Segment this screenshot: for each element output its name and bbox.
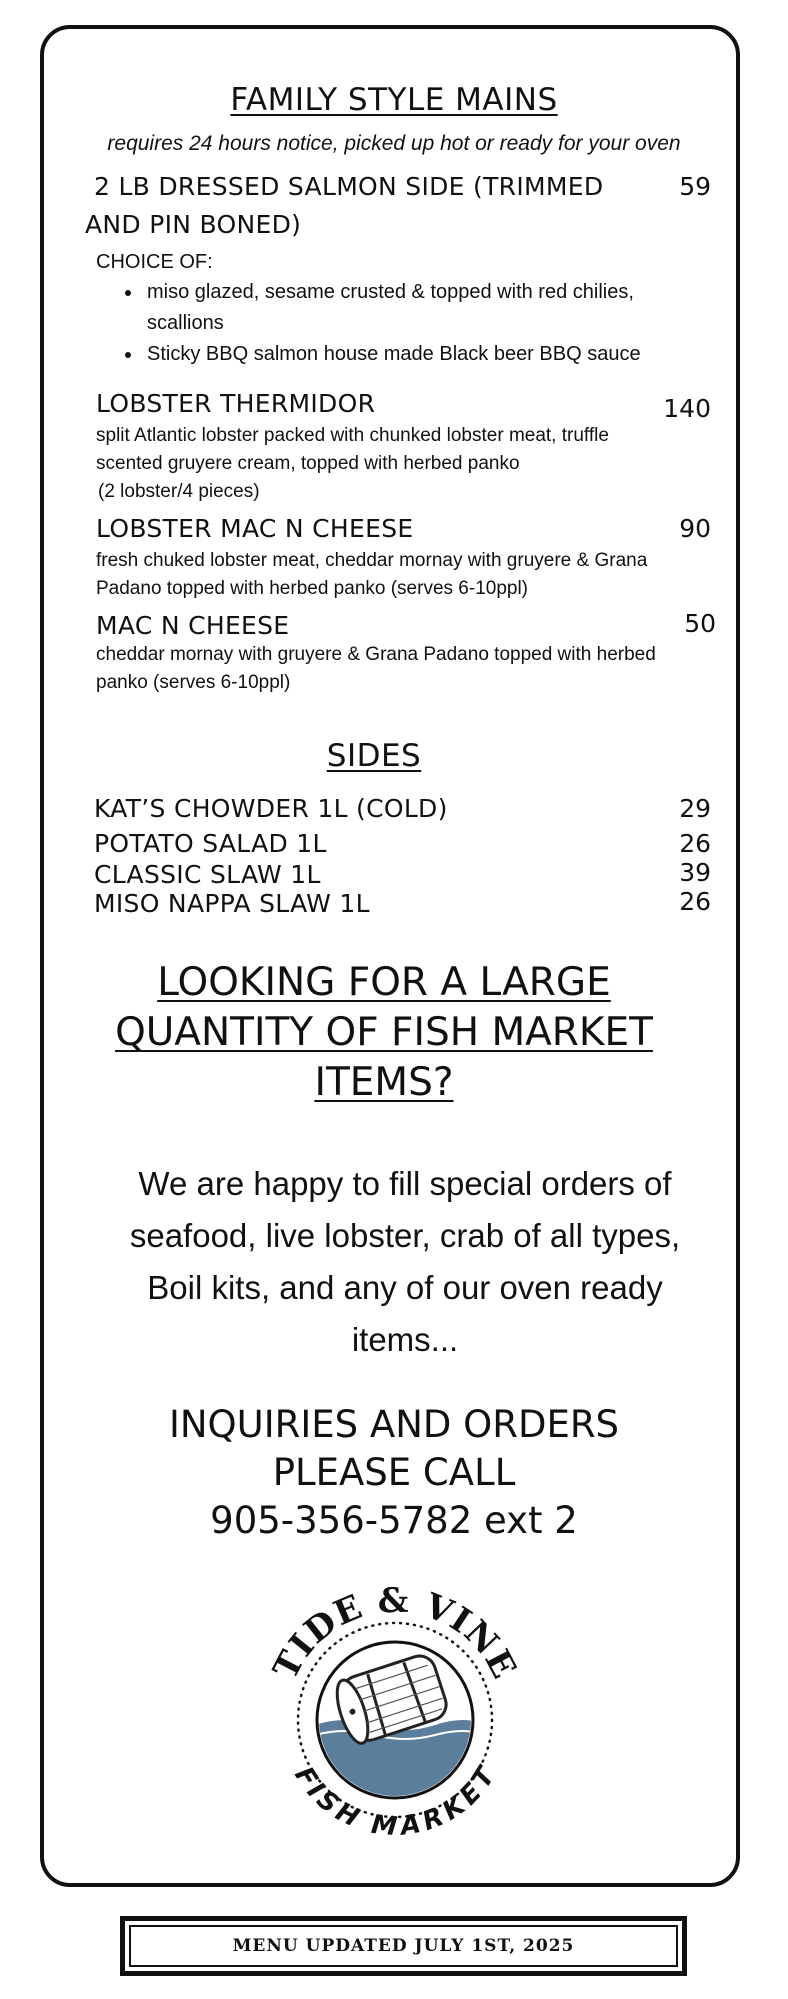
mac-desc-line2: panko (serves 6-10ppl) — [96, 672, 291, 693]
cta-body-line1: We are happy to fill special orders of — [138, 1165, 672, 1202]
cta-heading-line3: ITEMS? — [314, 1060, 454, 1105]
salmon-name-line1: 2 LB DRESSED SALMON SIDE (TRIMMED — [94, 172, 604, 201]
cta-body-line3: Boil kits, and any of our oven ready — [147, 1269, 663, 1306]
side-price: 29 — [679, 794, 711, 823]
lobster-mac-name: LOBSTER MAC N CHEESE — [96, 514, 414, 543]
salmon-options-list — [98, 277, 683, 370]
mac-price: 50 — [684, 609, 716, 638]
thermidor-desc-line3: (2 lobster/4 pieces) — [98, 481, 260, 502]
salmon-choice-label: CHOICE OF: — [96, 251, 213, 273]
tide-and-vine-logo — [265, 1585, 525, 1845]
contact-line1: INQUIRIES AND ORDERS — [168, 1403, 620, 1446]
sides-title: SIDES — [326, 738, 422, 774]
lobster-mac-desc-line2: Padano topped with herbed panko (serves 6-10ppl) — [96, 578, 529, 599]
salmon-option: • Sticky BBQ salmon house made Black beer BBQ sauce — [143, 339, 683, 370]
cta-heading-line2: QUANTITY OF FISH MARKET — [115, 1010, 653, 1055]
lobster-mac-desc-line1: fresh chuked lobster meat, cheddar mornay with gruyere & Grana — [96, 550, 648, 571]
cta-body-line2: seafood, live lobster, crab of all types, — [129, 1217, 681, 1254]
mac-desc-line1: cheddar mornay with gruyere & Grana Padano topped with herbed — [96, 644, 656, 665]
cta-heading-line1: LOOKING FOR A LARGE — [157, 960, 611, 1005]
cta-body-line4: items... — [351, 1321, 459, 1358]
thermidor-price: 140 — [663, 394, 711, 423]
side-name: POTATO SALAD 1L — [94, 829, 327, 858]
thermidor-desc-line1: split Atlantic lobster packed with chunked lobster meat, truffle — [96, 425, 609, 446]
logo-bottom-text: FISH MARKET — [288, 1761, 502, 1843]
lobster-mac-price: 90 — [679, 514, 711, 543]
logo-top-text: TIDE & VINE — [265, 1585, 525, 1686]
menu-updated-text: MENU UPDATED JULY 1ST, 2025 — [129, 1925, 678, 1967]
side-name: CLASSIC SLAW 1L — [94, 860, 321, 889]
salmon-name-line2: AND PIN BONED) — [85, 210, 302, 239]
salmon-price: 59 — [679, 172, 711, 201]
mains-title: FAMILY STYLE MAINS — [230, 82, 558, 118]
side-price: 26 — [679, 887, 711, 916]
side-name: MISO NAPPA SLAW 1L — [94, 889, 370, 918]
contact-line2: PLEASE CALL — [272, 1451, 516, 1494]
phone-number: 905-356-5782 ext 2 — [210, 1499, 578, 1542]
salmon-option: • miso glazed, sesame crusted & topped with red chilies, scallions — [143, 277, 683, 339]
side-name: KAT’S CHOWDER 1L (COLD) — [94, 794, 448, 823]
side-price: 26 — [679, 829, 711, 858]
menu-updated-banner — [120, 1916, 687, 1976]
thermidor-name: LOBSTER THERMIDOR — [96, 389, 376, 418]
mac-name: MAC N CHEESE — [96, 611, 290, 640]
thermidor-desc-line2: scented gruyere cream, topped with herbed panko — [96, 453, 520, 474]
mains-subtitle: requires 24 hours notice, picked up hot or ready for your oven — [107, 132, 681, 155]
side-price: 39 — [679, 858, 711, 887]
